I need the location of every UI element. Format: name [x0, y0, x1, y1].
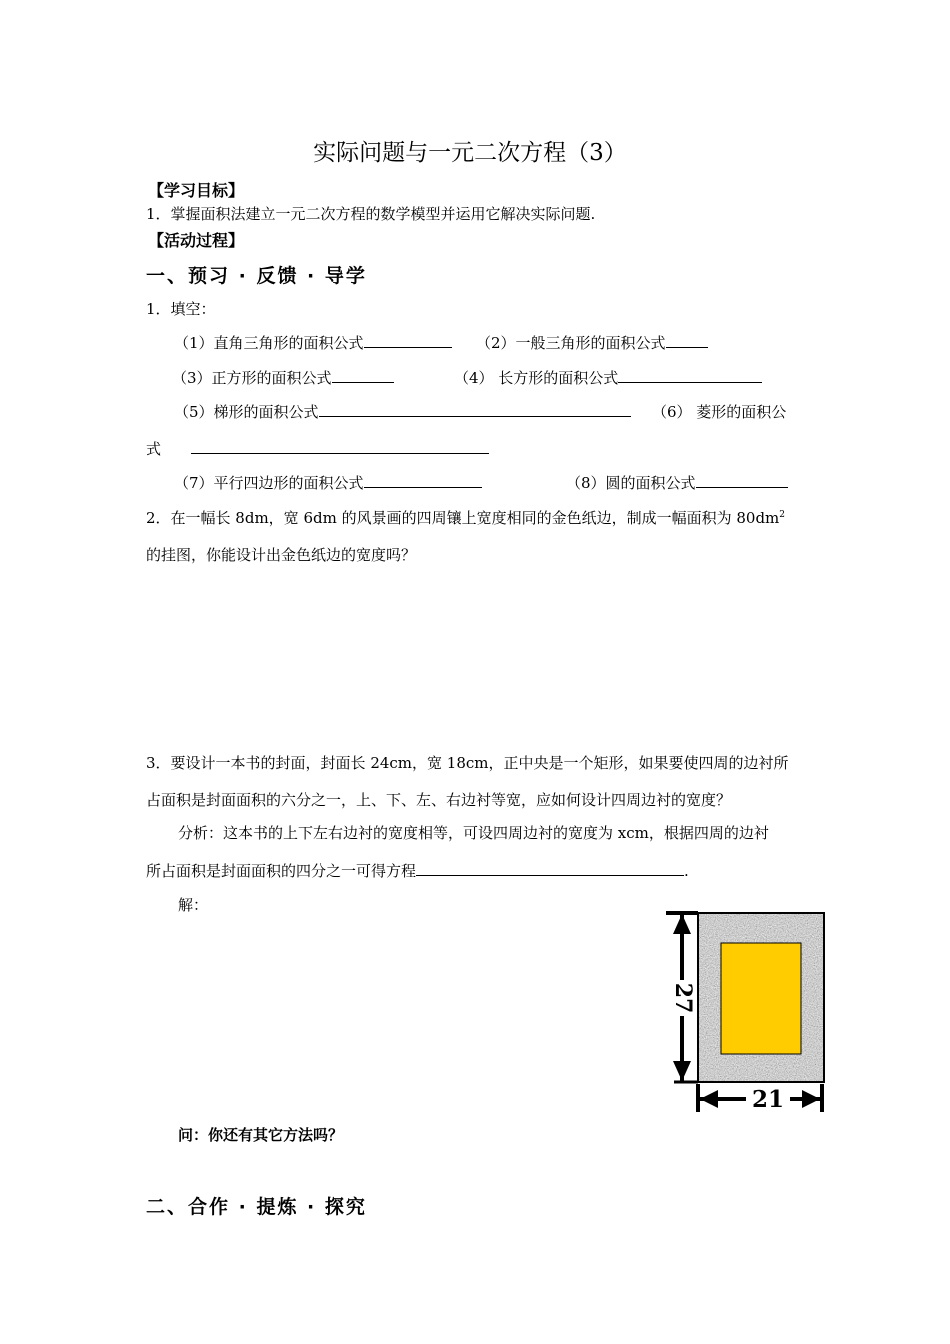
- formula-8-blank[interactable]: [696, 472, 788, 488]
- book-cover-figure: [662, 902, 832, 1117]
- formula-1-blank[interactable]: [364, 332, 452, 348]
- formula-2-label: （2）一般三角形的面积公式: [476, 334, 666, 352]
- width-arrow-right-head: [802, 1090, 820, 1108]
- q3-analysis-2-text: 所占面积是封面面积的四分之一可得方程: [146, 862, 417, 880]
- q2-text-1: 2．在一幅长 8dm，宽 6dm 的风景画的四周镶上宽度相同的金色纸边，制成一幅面积为 80dm: [146, 509, 780, 527]
- equation-blank[interactable]: [416, 860, 684, 876]
- q3-line-1: 3．要设计一本书的封面，封面长 24cm，宽 18cm，正中央是一个矩形，如果要使四周的边衬所: [146, 754, 789, 772]
- process-heading: 【活动过程】: [148, 231, 245, 250]
- formula-6-label: （6） 菱形的面积公: [652, 403, 787, 421]
- q3-analysis-1: 分析：这本书的上下左右边衬的宽度相等，可设四周边衬的宽度为 xcm，根据四周的边衬: [178, 824, 769, 842]
- formula-7: [174, 472, 482, 493]
- objective-item-1: 1．掌握面积法建立一元二次方程的数学模型并运用它解决实际问题.: [146, 205, 596, 223]
- q2-superscript: 2: [779, 510, 786, 520]
- formula-7-label: （7）平行四边形的面积公式: [174, 474, 364, 492]
- width-label: 21: [751, 1086, 785, 1113]
- q2-line-1: [146, 507, 785, 528]
- formula-8-label: （8）圆的面积公式: [566, 474, 696, 492]
- formula-5: [174, 401, 631, 422]
- objectives-heading: 【学习目标】: [148, 181, 245, 200]
- formula-4-label: （4） 长方形的面积公式: [454, 369, 619, 387]
- q2-line-2: 的挂图，你能设计出金色纸边的宽度吗？: [146, 546, 417, 564]
- q1-intro: 1．填空：: [146, 300, 216, 318]
- part1-heading: 一、预习 · 反馈 · 导学: [146, 265, 367, 287]
- cover-center-rect: [721, 943, 801, 1054]
- formula-3: [172, 367, 394, 388]
- height-label: 27: [670, 982, 696, 1014]
- formula-6-blank[interactable]: [191, 438, 489, 454]
- part2-heading: 二、合作 · 提炼 · 探究: [146, 1196, 367, 1218]
- solution-label: 解：: [178, 896, 209, 914]
- formula-6-label-cont: 式: [146, 440, 162, 458]
- formula-1-label: （1）直角三角形的面积公式: [174, 334, 364, 352]
- formula-7-blank[interactable]: [364, 472, 482, 488]
- formula-4: [454, 367, 762, 388]
- formula-2: [476, 332, 708, 353]
- formula-4-blank[interactable]: [618, 367, 762, 383]
- height-arrow-up-head: [673, 914, 691, 934]
- q3-line-2: 占面积是封面面积的六分之一，上、下、左、右边衬等宽，应如何设计四周边衬的宽度？: [146, 791, 732, 809]
- height-arrow-down-head: [673, 1061, 691, 1081]
- formula-3-blank[interactable]: [332, 367, 394, 383]
- formula-2-blank[interactable]: [666, 332, 708, 348]
- formula-5-blank[interactable]: [319, 401, 631, 417]
- page-title: 实际问题与一元二次方程（3）: [313, 140, 627, 166]
- width-arrow-left-head: [700, 1090, 718, 1108]
- q3-analysis-2: [146, 860, 689, 881]
- formula-3-label: （3）正方形的面积公式: [172, 369, 332, 387]
- other-method-question: 问：你还有其它方法吗？: [178, 1126, 344, 1144]
- formula-8: [566, 472, 788, 493]
- formula-5-label: （5）梯形的面积公式: [174, 403, 319, 421]
- formula-6-cont: [146, 438, 489, 459]
- q3-period: .: [684, 862, 689, 880]
- formula-1: [174, 332, 452, 353]
